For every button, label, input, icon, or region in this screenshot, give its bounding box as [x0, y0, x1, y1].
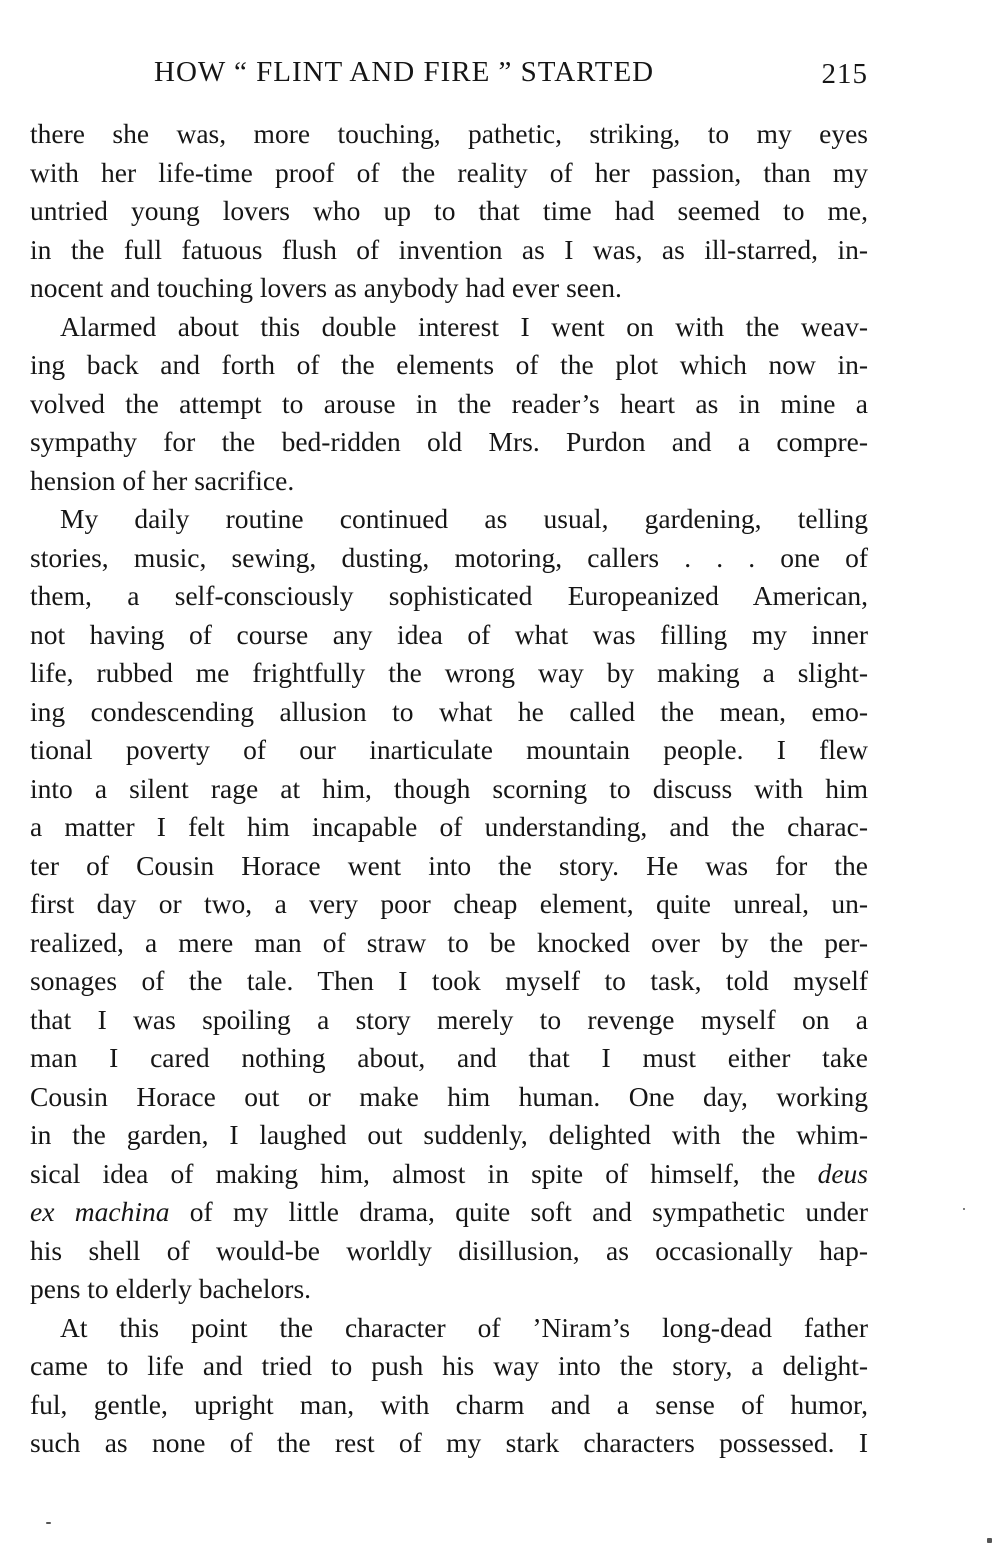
text-line: tional poverty of our inarticulate mountain people. I flew: [30, 734, 868, 765]
paragraph-4: [30, 1309, 868, 1463]
text-line: stories, music, sewing, dusting, motoring, callers . . . one of: [30, 541, 868, 573]
text-line: man I cared nothing about, and that I must either take: [30, 1042, 868, 1073]
text-line: realized, a mere man of straw to be knocked over by the per-: [30, 926, 868, 958]
text-line: hension of her sacrifice.: [30, 464, 295, 496]
text-line: pens to elderly bachelors.: [30, 1273, 312, 1304]
text-run: of my little drama, quite soft and sympathetic under: [169, 1196, 868, 1227]
paragraph-3: [30, 500, 868, 1309]
text-line: in the garden, I laughed out suddenly, delighted with the whim-: [30, 1119, 868, 1150]
running-header: [30, 56, 868, 100]
text-line: in the full fatuous flush of invention as I was, as ill-starred, in-: [30, 233, 868, 265]
text-line: nocent and touching lovers as anybody had ever seen.: [30, 272, 622, 303]
running-title: HOW “ FLINT AND FIRE ” STARTED: [154, 56, 655, 88]
body-text: [30, 115, 868, 1463]
text-line: his shell of would-be worldly disillusion, as occasionally hap-: [30, 1234, 868, 1266]
page-number: 215: [821, 58, 868, 90]
text-line: not having of course any idea of what was filling my inner: [30, 618, 868, 650]
text-line: sympathy for the bed-ridden old Mrs. Purdon and a compre-: [30, 426, 868, 457]
text-line: them, a self-consciously sophisticated Europeanized American,: [30, 580, 868, 611]
text-line: ter of Cousin Horace went into the story. He was for the: [30, 849, 868, 881]
text-line: came to life and tried to push his way into the story, a delight-: [30, 1350, 868, 1381]
text-line: with her life-time proof of the reality of her passion, than my: [30, 156, 868, 188]
text-line: first day or two, a very poor cheap element, quite unreal, un-: [30, 888, 868, 919]
scan-speck: [46, 1522, 51, 1524]
text-line: a matter I felt him incapable of understanding, and the charac-: [30, 811, 868, 842]
text-line: life, rubbed me frightfully the wrong way by making a slight-: [30, 657, 868, 688]
text-line: there she was, more touching, pathetic, striking, to my eyes: [30, 118, 868, 149]
text-run: sical idea of making him, almost in spite of himself, the: [30, 1157, 818, 1189]
text-line: volved the attempt to arouse in the reader’s heart as in mine a: [30, 387, 868, 419]
text-line: Cousin Horace out or make him human. One day, working: [30, 1080, 868, 1112]
text-line: ing back and forth of the elements of the plot which now in-: [30, 349, 868, 380]
text-line: My daily routine continued as usual, gardening, telling: [60, 503, 868, 534]
text-line: At this point the character of ’Niram’s long-dead father: [60, 1311, 868, 1343]
text-line: [30, 1155, 868, 1194]
text-line: ing condescending allusion to what he called the mean, emo-: [30, 695, 868, 727]
text-line: into a silent rage at him, though scorning to discuss with him: [30, 772, 868, 804]
text-line: Alarmed about this double interest I went on with the weav-: [60, 310, 868, 342]
text-line: that I was spoiling a story merely to revenge myself on a: [30, 1003, 868, 1035]
text-line: untried young lovers who up to that time had seemed to me,: [30, 195, 868, 226]
italic-text: deus: [817, 1157, 868, 1189]
text-line: [30, 1193, 868, 1232]
paragraph-2: [30, 308, 868, 501]
text-line: ful, gentle, upright man, with charm and a sense of humor,: [30, 1388, 868, 1420]
text-line: such as none of the rest of my stark characters possessed. I: [30, 1427, 868, 1458]
text-line: sonages of the tale. Then I took myself to task, told myself: [30, 965, 868, 996]
scan-speck: [963, 1208, 965, 1210]
scan-speck: [987, 1538, 992, 1543]
italic-text: ex machina: [30, 1196, 170, 1227]
paragraph-1: [30, 115, 868, 308]
